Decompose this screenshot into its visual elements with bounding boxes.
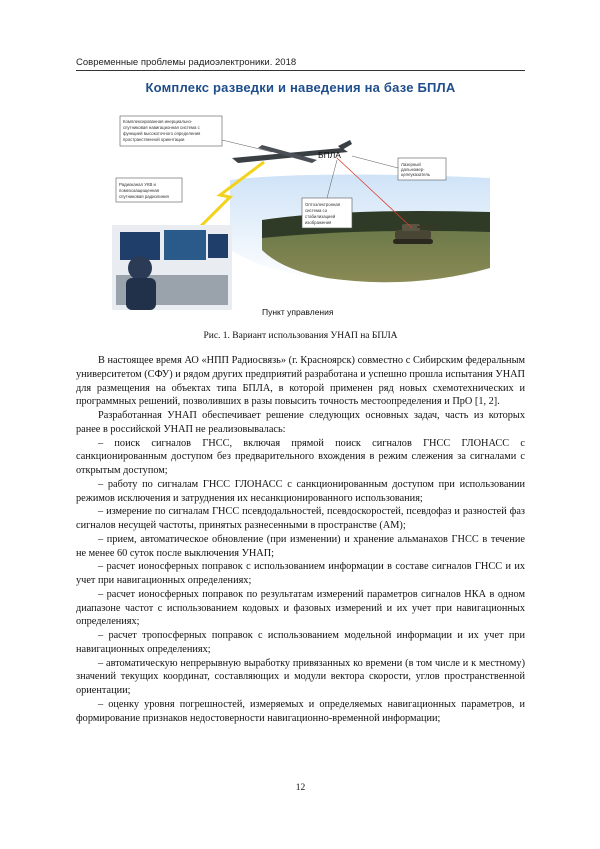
callout-ins-line2: спутниковая навигационная система с — [123, 125, 200, 130]
paragraph-tasks: Разработанная УНАП обеспечивает решение следующих основных задач, часть из которых ранее в российской УНАП не реализовывалась: — [76, 410, 525, 435]
list-item: – работу по сигналам ГНСС ГЛОНАСС с санкционированным доступом при использовании режимов исключения и затруднения их несанкционированного использования; — [76, 478, 525, 504]
list-item: – прием, автоматическое обновление (при изменении) и хранение альманахов ГНСС в течение не менее 60 суток после выключения УНАП; — [76, 533, 525, 559]
list-item: – расчет тропосферных поправок с использованием модельной информации и их учет при навигационных определениях; — [76, 630, 525, 655]
figure-caption: Рис. 1. Вариант использования УНАП на БПЛА — [203, 331, 398, 341]
list-item: – поиск сигналов ГНСС, включая прямой поиск сигналов ГНСС ГЛОНАСС с санкционированным доступом без предварительного вхождения в режим слежения за сигналами с открытым доступом; — [76, 437, 525, 476]
callout-ins-box — [120, 116, 272, 152]
svg-text:Лазерный: Лазерный — [401, 162, 421, 167]
svg-text:изображения: изображения — [305, 220, 332, 225]
svg-text:дальномер-: дальномер- — [401, 167, 425, 172]
svg-text:спутниковая радиолиния: спутниковая радиолиния — [119, 194, 169, 199]
callout-ins-line1: Комплексированная инерциально- — [123, 119, 193, 124]
uav-label: БПЛА — [318, 150, 341, 160]
callout-ins-line4: пространственной ориентации — [123, 137, 185, 142]
running-header: Современные проблемы радиоэлектроники. 2018 — [76, 57, 297, 68]
control-station-icon — [112, 225, 232, 310]
svg-text:стабилизацией: стабилизацией — [305, 214, 336, 219]
list-item: – расчет ионосферных поправок по результатам измерений параметров сигналов НКА в одном диапазоне частот с использованием кодовых и фазовых измерений и их учет при навигационных определениях; — [76, 588, 525, 628]
svg-text:Оптоэлектронная: Оптоэлектронная — [305, 202, 341, 207]
figure-illustration — [112, 100, 490, 320]
paragraph-intro: В настоящее время АО «НПП Радиосвязь» (г. Красноярск) совместно с Сибирским федеральным университетом (СФУ) и рядом других предприятий разработана и успешно прошла испытания УНАП для размещения на объектах типа БПЛА, в которой применен ряд новых схемотехнических и программных решений, позволивших в разы повысить точность местоопределения и ПрО [1, 2]. — [76, 355, 525, 408]
list-item: – оценку уровня погрешностей, измеряемых и определяемых навигационных параметров, и формирование признаков недостоверности навигационно-временной информации; — [76, 698, 525, 724]
list-item: – измерение по сигналам ГНСС псевдодальностей, псевдоскоростей, псевдофаз и разностей фаз сигналов несущей частоты, принятых разнесенными в пространстве (АМ); — [76, 506, 525, 531]
svg-text:целеуказатель: целеуказатель — [401, 172, 431, 177]
header-rule — [76, 70, 525, 71]
page-number: 12 — [295, 783, 306, 793]
list-item: – расчет ионосферных поправок с использованием информации в составе сигналов ГНСС и их учет при навигационных определениях; — [76, 561, 525, 586]
list-item: – автоматическую непрерывную выработку привязанных ко времени (в том числе и к местному) значений текущих координат, составляющих и модули вектора скорости, углов пространственной ориентации; — [76, 657, 525, 696]
body-text — [76, 354, 525, 725]
figure-title: Комплекс разведки и наведения на базе БПЛА — [145, 80, 456, 95]
svg-text:Радиоканал УКВ и: Радиоканал УКВ и — [119, 182, 156, 187]
svg-text:система со: система со — [305, 208, 328, 213]
svg-text:помехозащищенная: помехозащищенная — [119, 188, 160, 193]
landscape-scene — [230, 174, 490, 283]
control-point-label: Пункт управления — [262, 307, 334, 317]
callout-ins-line3: функцией высокоточного определения — [123, 131, 201, 136]
callout-radio-box — [116, 178, 182, 202]
